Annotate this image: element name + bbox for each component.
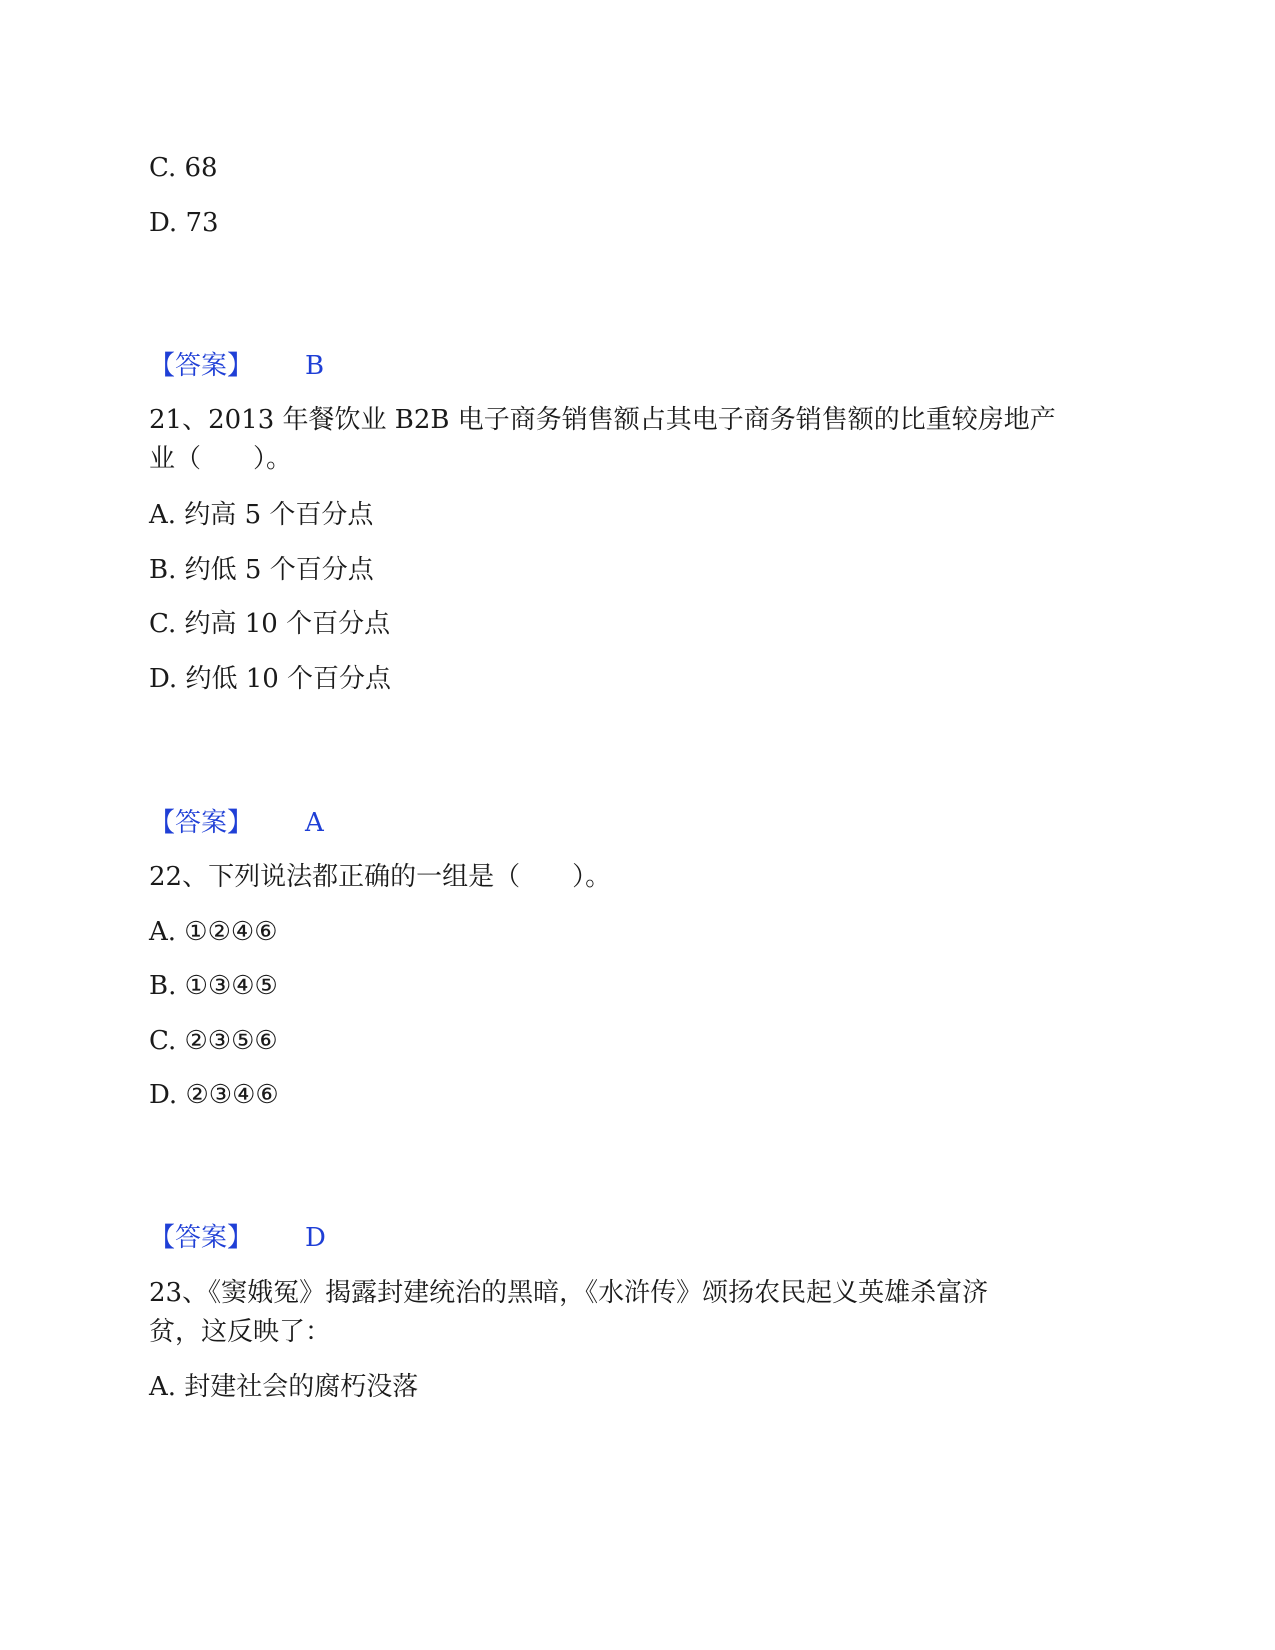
q23-stem-line2: 贫，这反映了： bbox=[149, 1317, 332, 1347]
answer-label: 【答案】 bbox=[149, 1223, 254, 1253]
q21-answer bbox=[149, 807, 324, 839]
q22-option-b: B. ①③④⑤ bbox=[149, 971, 278, 1001]
q20-option-c: C. 68 bbox=[149, 153, 218, 183]
q21-stem-line1: 21、2013 年餐饮业 B2B 电子商务销售额占其电子商务销售额的比重较房地产 bbox=[149, 405, 1056, 435]
q22-answer bbox=[149, 1222, 326, 1254]
q22-option-a: A. ①②④⑥ bbox=[149, 917, 278, 947]
q21-option-c: C. 约高 10 个百分点 bbox=[149, 609, 391, 639]
q23-stem-line1: 23、《窦娥冤》揭露封建统治的黑暗，《水浒传》颂扬农民起义英雄杀富济 bbox=[149, 1278, 989, 1308]
q20-answer bbox=[149, 350, 324, 382]
q21-stem-line2: 业（ ）。 bbox=[149, 444, 293, 474]
q20-option-d: D. 73 bbox=[149, 208, 219, 238]
q23-option-a: A. 封建社会的腐朽没落 bbox=[149, 1372, 419, 1402]
q21-option-d: D. 约低 10 个百分点 bbox=[149, 664, 392, 694]
answer-label: 【答案】 bbox=[149, 808, 254, 838]
answer-value: A bbox=[305, 808, 324, 838]
answer-value: D bbox=[305, 1223, 326, 1253]
q22-stem: 22、下列说法都正确的一组是（ ）。 bbox=[149, 862, 612, 892]
q21-option-a: A. 约高 5 个百分点 bbox=[149, 500, 374, 530]
q22-option-d: D. ②③④⑥ bbox=[149, 1080, 279, 1110]
q22-option-c: C. ②③⑤⑥ bbox=[149, 1026, 278, 1056]
answer-value: B bbox=[305, 351, 325, 381]
answer-label: 【答案】 bbox=[149, 351, 254, 381]
q21-option-b: B. 约低 5 个百分点 bbox=[149, 555, 374, 585]
